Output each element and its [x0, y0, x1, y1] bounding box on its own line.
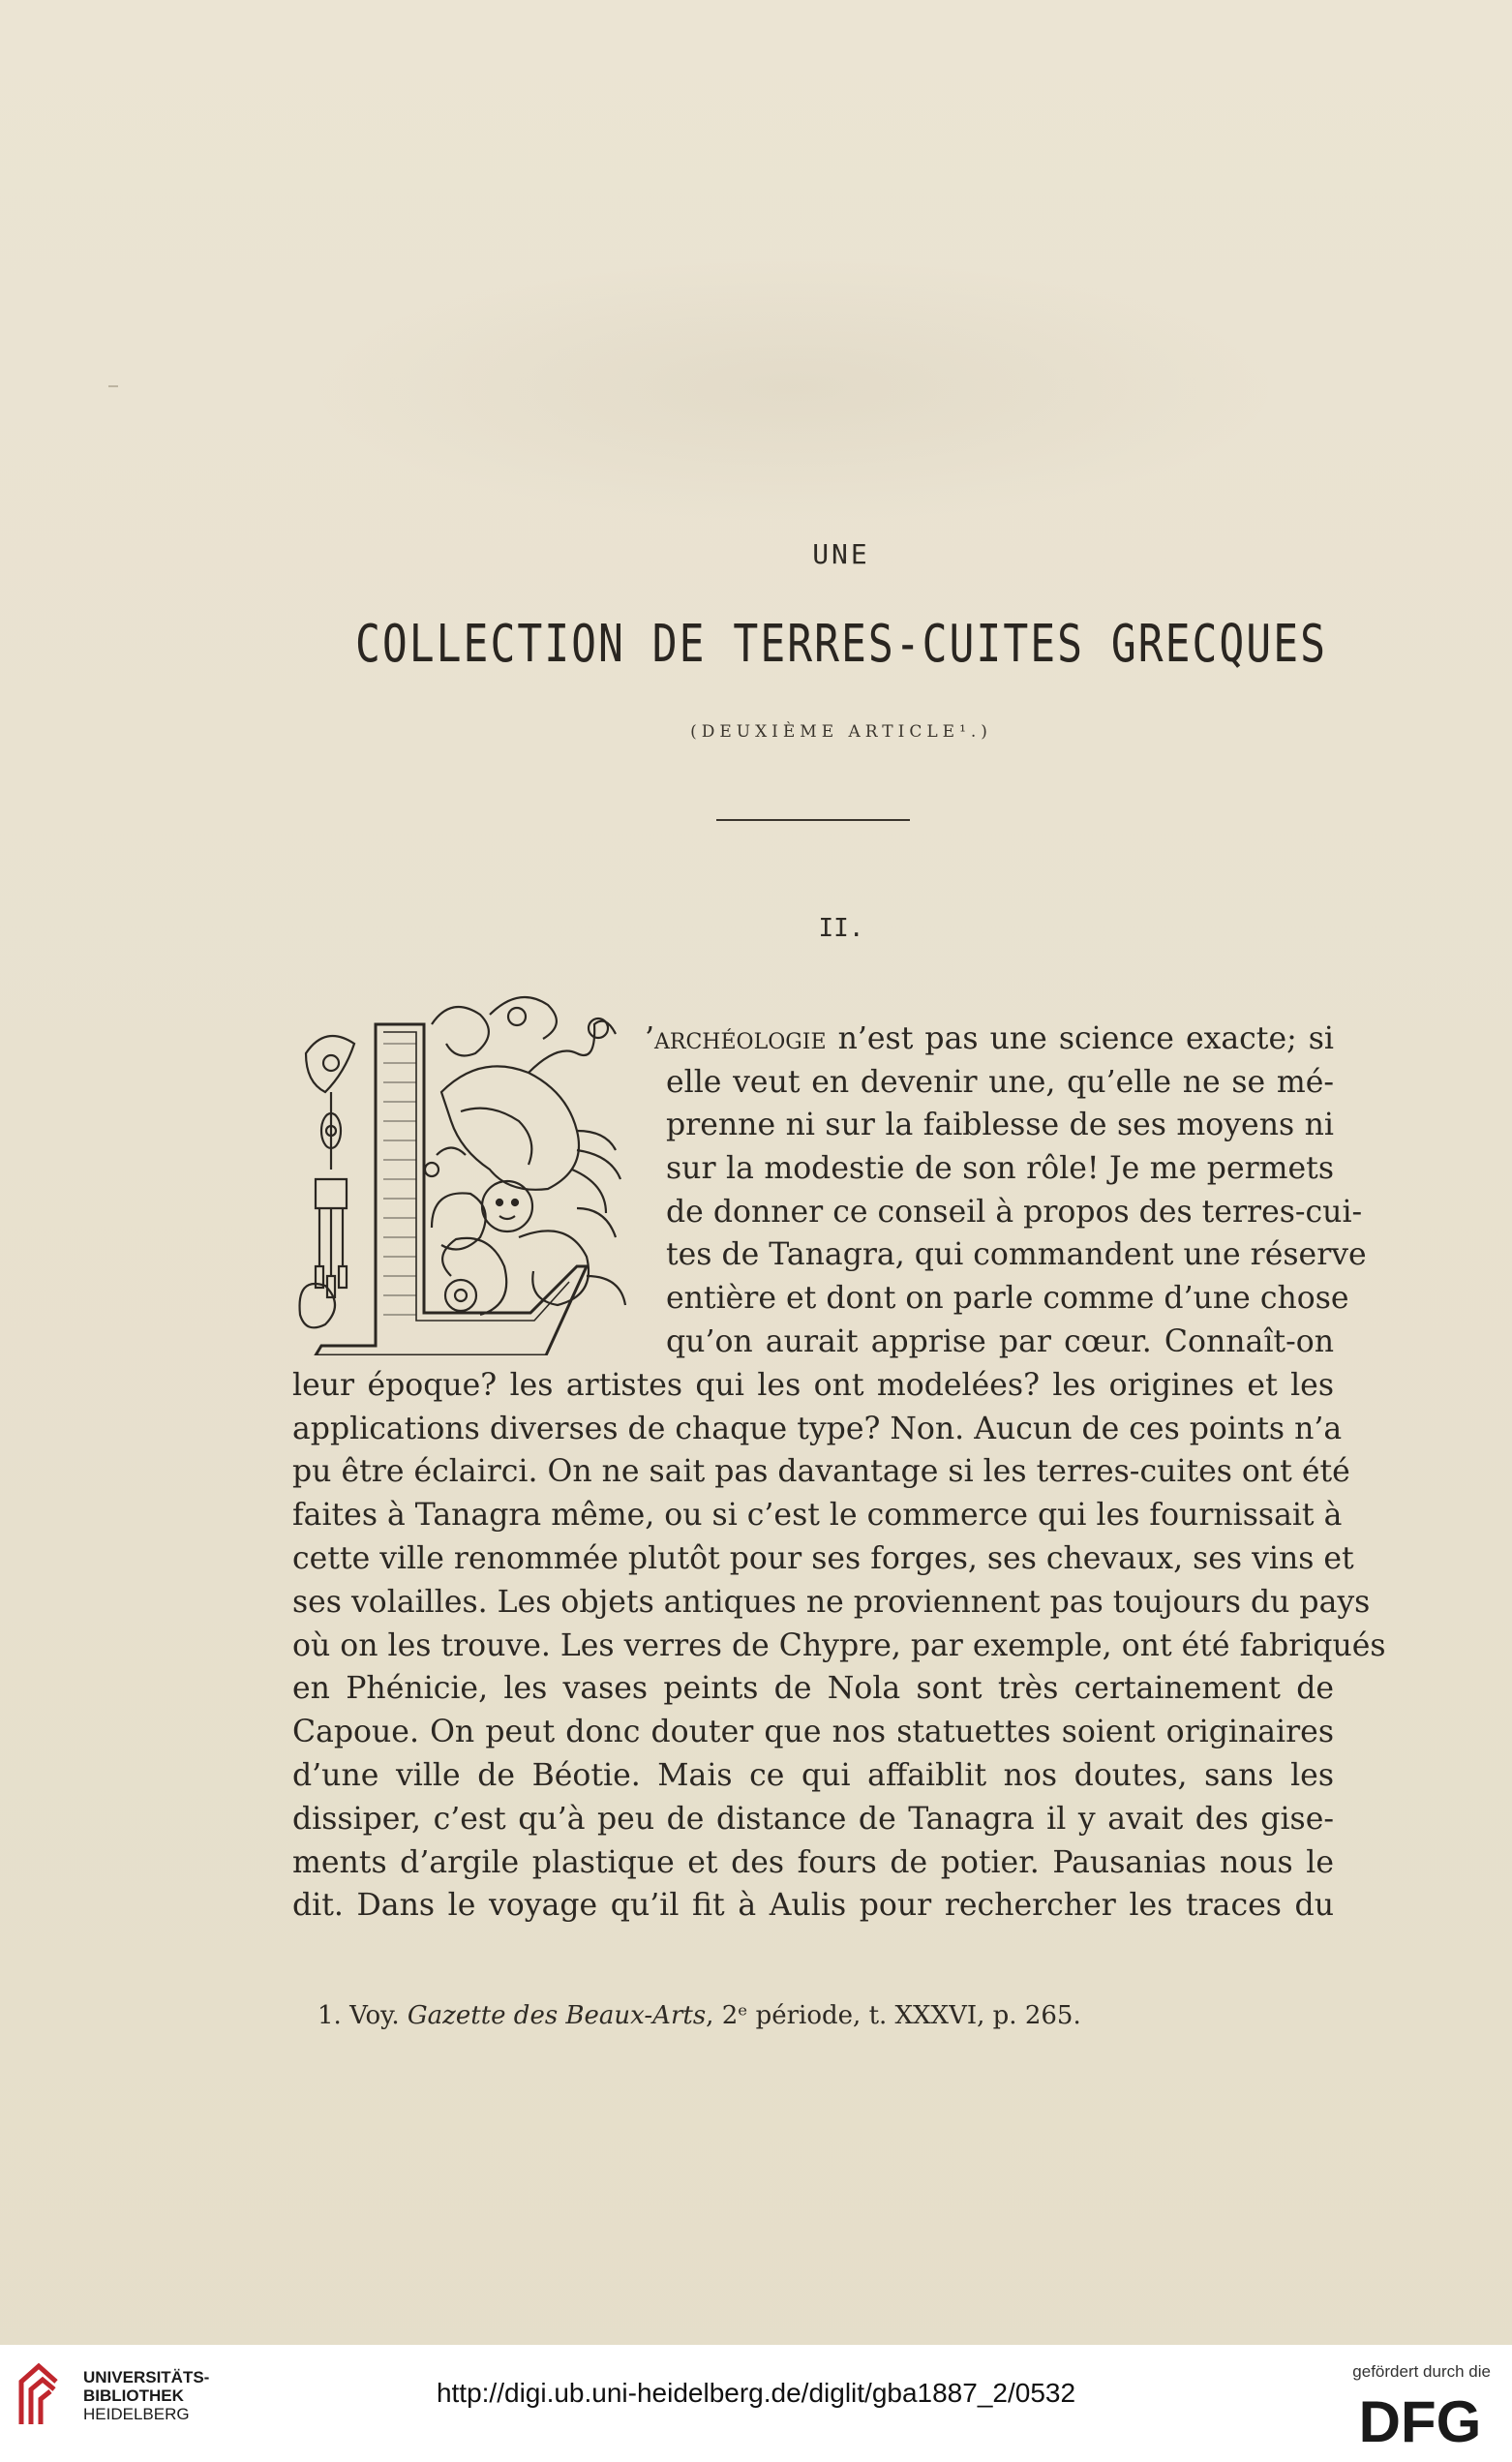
- text-line-8: qu’on aurait apprise par cœur. Connaît-on: [666, 1324, 1334, 1359]
- first-line-text: n’est pas une science exacte; si: [826, 1021, 1334, 1056]
- text-line-12: faites à Tanagra même, ou si c’est le commerce qui les fournissait à: [292, 1498, 1343, 1533]
- text-line-15: où on les trouve. Les verres de Chypre, par exemple, ont été fabriqués: [292, 1628, 1386, 1663]
- footnote-reference: , 2ᵉ période, t. XXXVI, p. 265.: [706, 2001, 1081, 2030]
- text-line-2: elle veut en devenir une, qu’elle ne se mé-: [666, 1065, 1334, 1100]
- text-line-13: cette ville renommée plutôt pour ses forges, ses chevaux, ses vins et: [292, 1541, 1354, 1576]
- text-line-10: applications diverses de chaque type? Non. Aucun de ces points n’a: [292, 1412, 1343, 1446]
- text-line-1: [645, 1019, 1334, 1058]
- text-line-5: de donner ce conseil à propos des terres-cui-: [666, 1195, 1363, 1230]
- institution-line-3: HEIDELBERG: [83, 2405, 190, 2423]
- title-divider: [716, 819, 910, 821]
- page-stain: [310, 252, 1278, 523]
- text-line-9: leur époque? les artistes qui les ont modelées? les origines et les: [292, 1368, 1334, 1403]
- institution-line-2: BIBLIOTHEK: [83, 2386, 184, 2405]
- article-subtitle: (DEUXIÈME ARTICLE¹.): [690, 722, 992, 742]
- text-line-6: tes de Tanagra, qui commandent une réserve: [666, 1237, 1367, 1272]
- ornamental-dropcap-l: [287, 986, 631, 1355]
- footnote-marker: 1. Voy.: [318, 2001, 408, 2030]
- text-line-17: Capoue. On peut donc douter que nos statuettes soient originaires: [292, 1715, 1334, 1749]
- permalink[interactable]: http://digi.ub.uni-heidelberg.de/diglit/gba1887_2/0532: [436, 2378, 1076, 2408]
- text-line-14: ses volailles. Les objets antiques ne proviennent pas toujours du pays: [292, 1585, 1371, 1620]
- text-line-20: ments d’argile plastique et des fours de potier. Pausanias nous le: [292, 1845, 1334, 1880]
- text-line-19: dissiper, c’est qu’à peu de distance de Tanagra il y avait des gise-: [292, 1802, 1334, 1837]
- text-line-7: entière et dont on parle comme d’une chose: [666, 1281, 1349, 1316]
- text-line-18: d’une ville de Béotie. Mais ce qui affaiblit nos doutes, sans les: [292, 1758, 1334, 1793]
- opening-word: ’archéologie: [645, 1021, 827, 1056]
- title-une: UNE: [812, 538, 870, 570]
- text-line-16: en Phénicie, les vases peints de Nola sont très certainement de: [292, 1671, 1334, 1706]
- institution-line-1: UNIVERSITÄTS-: [83, 2368, 210, 2386]
- article-title: COLLECTION DE TERRES-CUITES GRECQUES: [355, 614, 1327, 675]
- dfg-logo-text: DFG: [1358, 2389, 1482, 2449]
- text-line-11: pu être éclairci. On ne sait pas davantage si les terres-cuites ont été: [292, 1454, 1350, 1489]
- dfg-logo-icon: [1347, 2389, 1493, 2449]
- text-line-3: prenne ni sur la faiblesse de ses moyens ni: [666, 1108, 1334, 1142]
- margin-mark: [108, 385, 118, 387]
- footnote-journal: Gazette des Beaux-Arts: [407, 2001, 707, 2030]
- text-line-4: sur la modestie de son rôle! Je me permets: [666, 1151, 1334, 1186]
- section-number: II.: [818, 914, 864, 943]
- footnote: [318, 2001, 1150, 2030]
- funding-note: gefördert durch die: [1352, 2362, 1491, 2381]
- text-line-21: dit. Dans le voyage qu’il fit à Aulis pour rechercher les traces du: [292, 1888, 1334, 1923]
